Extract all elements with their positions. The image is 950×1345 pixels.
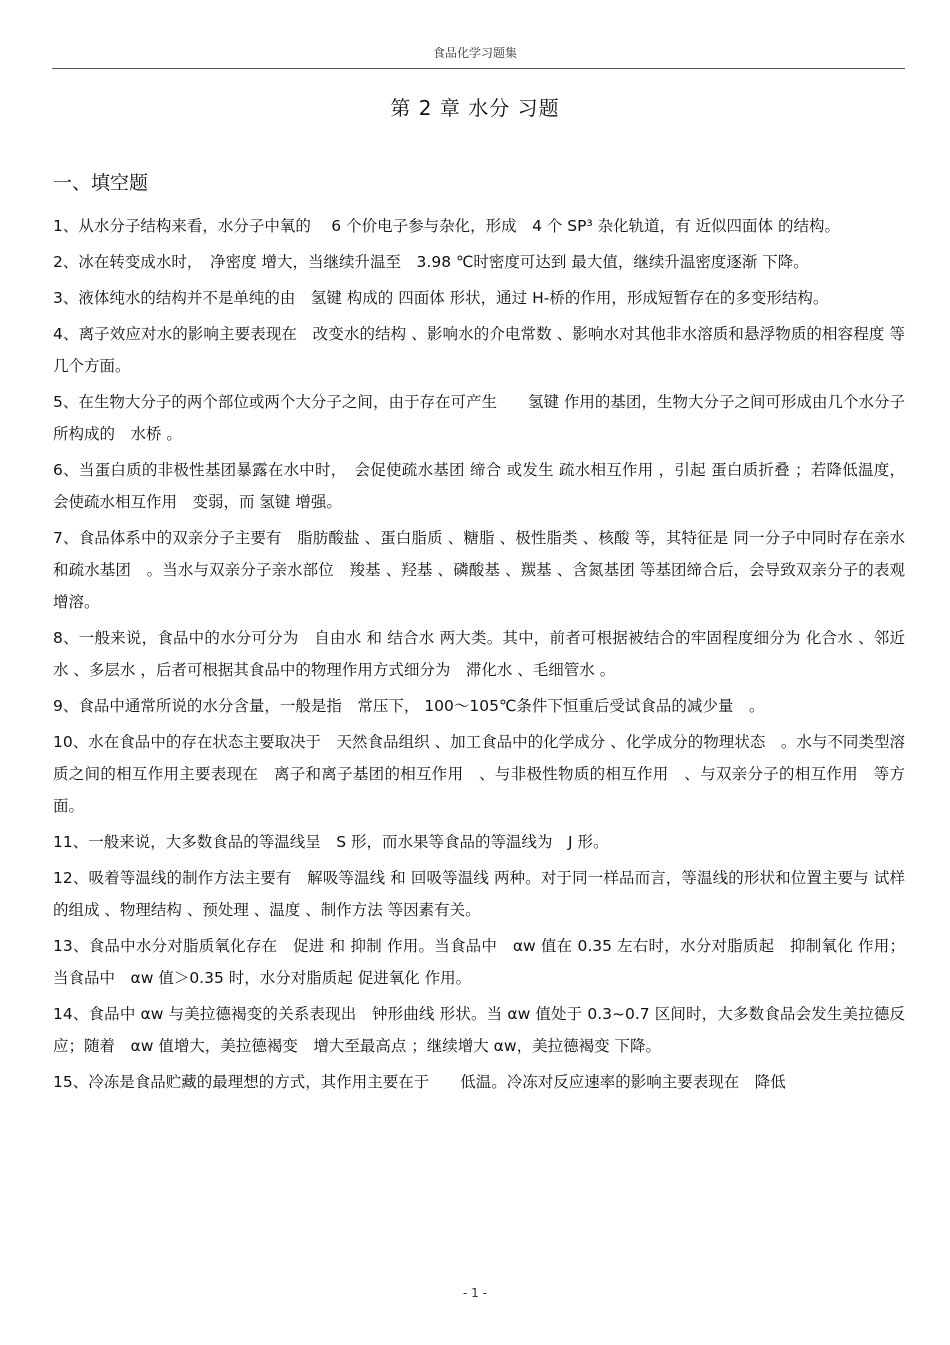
question-10: 10、水在食品中的存在状态主要取决于 天然食品组织 、加工食品中的化学成分 、化学成分的物理状态 。水与不同类型溶质之间的相互作用主要表现在 离子和离子基团的相互作用 、与非极性物质的相互作用 、与双亲分子的相互作用 等方面。 [53, 733, 905, 815]
running-header: 食品化学习题集 [432, 46, 517, 60]
question-7: 7、食品体系中的双亲分子主要有 脂肪酸盐 、蛋白脂质 、糖脂 、极性脂类 、核酸 等，其特征是 同一分子中同时存在亲水和疏水基团 。当水与双亲分子亲水部位 羧基 、羟基 、磷酸基 、羰基 、含氮基团 等基团缔合后，会导致双亲分子的表观 增溶。 [53, 529, 921, 611]
question-14: 14、食品中 αw 与美拉德褐变的关系表现出 钟形曲线 形状。当 αw 值处于 0.3~0.7 区间时，大多数食品会发生美拉德反应；随着 αw 值增大，美拉德褐变 增大至最高点 ；继续增大 αw，美拉德褐变 下降。 [53, 1005, 905, 1055]
question-3: 3、液体纯水的结构并不是单纯的由 氢键 构成的 四面体 形状，通过 H-桥的作用，形成短暂存在的多变形结构。 [53, 289, 829, 307]
question-list [53, 210, 921, 1102]
question-13: 13、食品中水分对脂质氧化存在 促进 和 抑制 作用。当食品中 αw 值在 0.35 左右时，水分对脂质起 抑制氧化 作用；当食品中 αw 值＞0.35 时，水分对脂质起 促进氧化 作用。 [53, 937, 905, 987]
question-6: 6、当蛋白质的非极性基团暴露在水中时， 会促使疏水基团 缔合 或发生 疏水相互作用 ，引起 蛋白质折叠 ；若降低温度，会使疏水相互作用 变弱，而 氢键 增强。 [53, 461, 905, 511]
question-15: 15、冷冻是食品贮藏的最理想的方式，其作用主要在于 低温。冷冻对反应速率的影响主要表现在 降低 [53, 1073, 786, 1091]
page-number: - 1 - [463, 1286, 487, 1300]
section-heading: 一、填空题 [53, 172, 149, 194]
question-8: 8、一般来说，食品中的水分可分为 自由水 和 结合水 两大类。其中，前者可根据被结合的牢固程度细分为 化合水 、邻近水 、多层水 ，后者可根据其食品中的物理作用方式细分为 滞化水 、毛细管水 。 [53, 629, 905, 679]
question-2: 2、冰在转变成水时， 净密度 增大，当继续升温至 3.98 ℃时密度可达到 最大值，继续升温密度逐渐 下降。 [53, 253, 809, 271]
question-11: 11、一般来说，大多数食品的等温线呈 S 形，而水果等食品的等温线为 J 形。 [53, 833, 609, 851]
question-12: 12、吸着等温线的制作方法主要有 解吸等温线 和 回吸等温线 两种。对于同一样品而言，等温线的形状和位置主要与 试样的组成 、物理结构 、预处理 、温度 、制作方法 等因素有关。 [53, 869, 905, 919]
header-rule [52, 68, 905, 69]
chapter-title: 第 2 章 水分 习题 [390, 96, 560, 120]
question-9: 9、食品中通常所说的水分含量，一般是指 常压下， 100～105℃条件下恒重后受试食品的减少量 。 [53, 697, 765, 715]
question-5: 5、在生物大分子的两个部位或两个大分子之间，由于存在可产生 氢键 作用的基团，生物大分子之间可形成由几个水分子所构成的 水桥 。 [53, 393, 905, 443]
question-1: 1、从水分子结构来看，水分子中氧的 6 个价电子参与杂化，形成 4 个 SP³ 杂化轨道，有 近似四面体 的结构。 [53, 217, 840, 235]
question-4: 4、离子效应对水的影响主要表现在 改变水的结构 、影响水的介电常数 、影响水对其他非水溶质和悬浮物质的相容程度 等几个方面。 [53, 325, 905, 375]
